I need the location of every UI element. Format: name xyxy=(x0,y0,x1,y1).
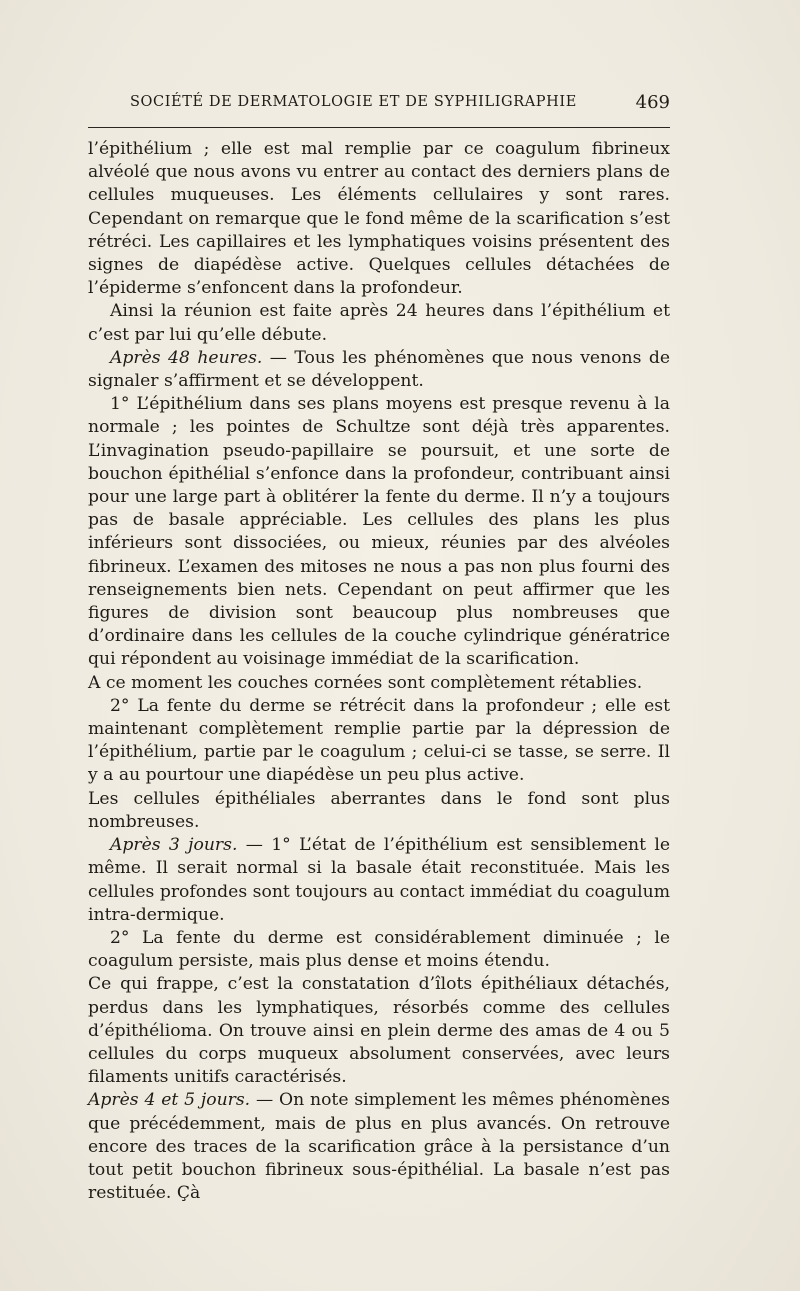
paragraph-text: — 1° L’état de l’épithélium est sensiblement le même. Il serait normal si la basale était reconstituée. Mais les cellules profondes sont toujours au contact immédiat du coagulum intra-dermique. xyxy=(88,835,670,925)
section-lead: Après 48 heures. xyxy=(110,347,263,368)
paragraph: 1° L’épithélium dans ses plans moyens est presque revenu à la normale ; les pointes de Schultze sont déjà très apparentes. L’invagination pseudo-papillaire se poursuit, et une sorte de bouchon épithélial s’enfonce dans la profondeur, contribuant ainsi pour une large part à oblitérer la fente du derme. Il n’y a toujours pas de basale appréciable. Les cellules des plans les plus inférieurs sont dissociées, ou mieux, réunies par des alvéoles fibrineux. L’examen des mitoses ne nous a pas non plus fourni des renseignements bien nets. Cependant on peut affirmer que les figures de division sont beaucoup plus nombreuses que d’ordinaire dans les cellules de la couche cylindrique génératrice qui répondent au voisinage immédiat de la scarification. xyxy=(88,394,670,670)
page-number: 469 xyxy=(635,92,670,113)
header-rule xyxy=(88,127,670,128)
paragraph: Ainsi la réunion est faite après 24 heures dans l’épithélium et c’est par lui qu’elle débute. xyxy=(88,301,670,345)
section-lead: Après 3 jours. xyxy=(110,835,238,856)
paragraph: 2° La fente du derme se rétrécit dans la profondeur ; elle est maintenant complètement remplie partie par la dépression de l’épithélium, partie par le coagulum ; celui-ci se tasse, se serre. Il y a au pourtour une diapédèse un peu plus active. xyxy=(88,695,670,786)
paragraph-text: — Tous les phénomènes que nous venons de signaler s’affirment et se développent. xyxy=(88,347,671,392)
paragraph: l’épithélium ; elle est mal remplie par ce coagulum fibrineux alvéolé que nous avons vu entrer au contact des derniers plans de cellules muqueuses. Les éléments cellulaires y sont rares. Cependant on remarque que le fond même de la scarification s’est rétréci. Les capillaires et les lymphatiques voisins présentent des signes de diapédèse active. Quelques cellules détachées de l’épiderme s’enfoncent dans la profondeur. xyxy=(88,139,670,299)
paragraph-text: — On note simplement les mêmes phénomènes que précédemment, mais de plus en plus avancés. On retrouve encore des traces de la scarification grâce à la persistance d’un tout petit bouchon fibrineux sous-épithélial. La basale n’est pas restituée. Çà xyxy=(88,1090,670,1204)
paragraph: 2° La fente du derme est considérablement diminuée ; le coagulum persiste, mais plus dense et moins étendu. xyxy=(88,927,670,972)
paragraph: Ce qui frappe, c’est la constatation d’îlots épithéliaux détachés, perdus dans les lymphatiques, résorbés comme des cellules d’épithélioma. On trouve ainsi en plein derme des amas de 4 ou 5 cellules du corps muqueux absolument conservées, avec leurs filaments unitifs caractérisés. xyxy=(88,974,670,1088)
running-header xyxy=(130,94,670,116)
paragraph: Les cellules épithéliales aberrantes dans le fond sont plus nombreuses. xyxy=(88,788,670,832)
paragraph: A ce moment les couches cornées sont complètement rétablies. xyxy=(88,672,643,693)
paragraph xyxy=(88,834,670,927)
section-lead: Après 4 et 5 jours. xyxy=(88,1090,251,1111)
body-text xyxy=(88,138,670,1205)
paragraph xyxy=(88,347,670,393)
paragraph xyxy=(88,1089,670,1205)
running-title: SOCIÉTÉ DE DERMATOLOGIE ET DE SYPHILIGRAPHIE xyxy=(130,94,577,110)
